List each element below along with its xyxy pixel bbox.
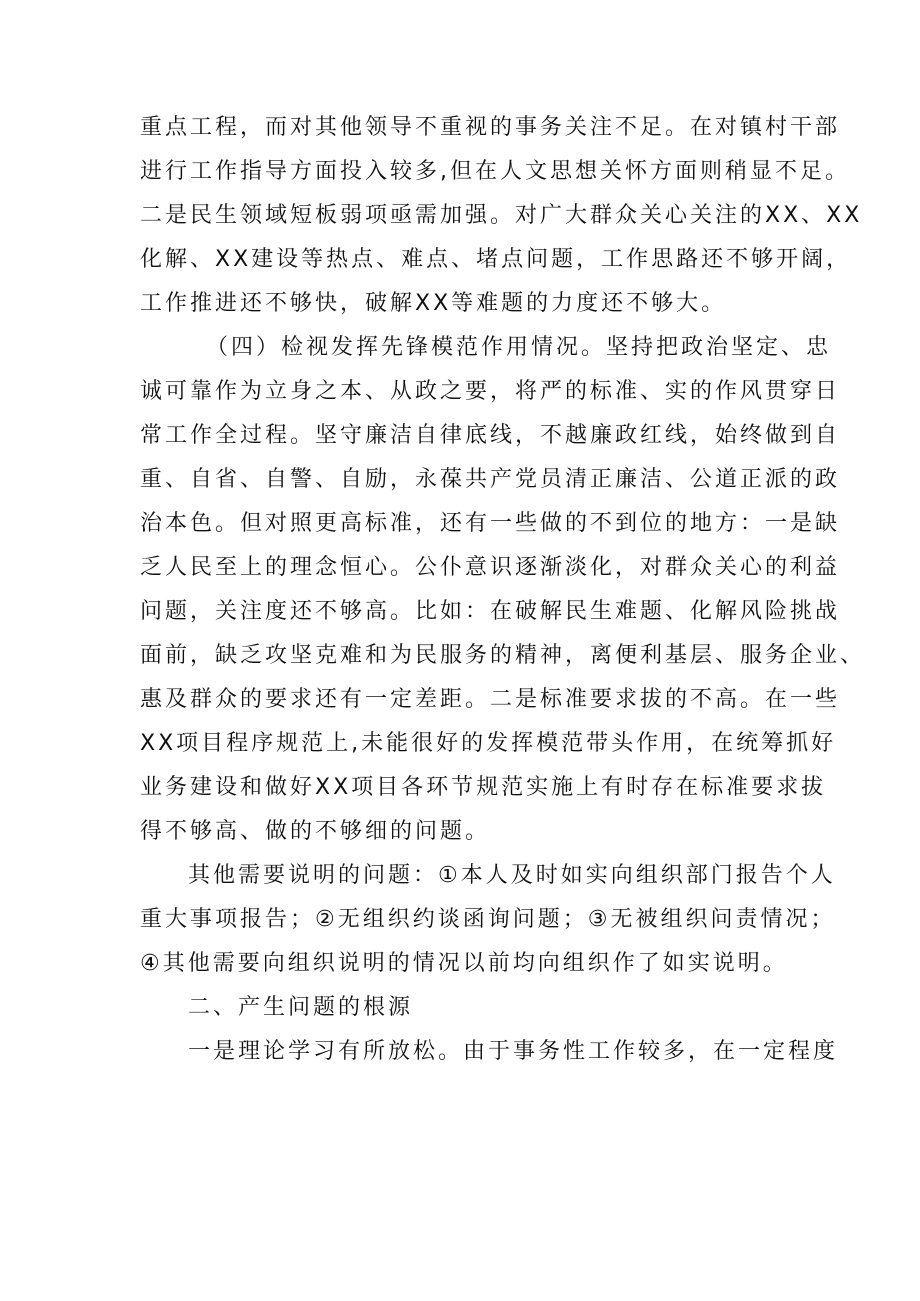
text-line: 得不够高、做的不够细的问题。 — [140, 819, 491, 844]
section-heading-two: 二、产生问题的根源 — [188, 995, 414, 1020]
text-line: 化解、XX建设等热点、难点、堵点问题，工作思路还不够开阔， — [140, 247, 852, 272]
text-line: 面前，缺乏攻坚克难和为民服务的精神，离便利基层、服务企业、 — [140, 643, 866, 668]
text-line: 惠及群众的要求还有一定差距。二是标准要求拔的不高。在一些 — [140, 687, 841, 712]
text-line: 问题，关注度还不够高。比如：在破解民生难题、化解风险挑战 — [140, 599, 841, 624]
root-cause-paragraph: 一是理论学习有所放松。由于事务性工作较多，在一定程度 — [188, 1039, 839, 1064]
text-line: 重、自省、自警、自励，永葆共产党员清正廉洁、公道正派的政 — [140, 467, 841, 492]
text-line: 工作推进还不够快，破解XX等难题的力度还不够大。 — [140, 291, 727, 316]
text-line: 常工作全过程。坚守廉洁自律底线，不越廉政红线，始终做到自 — [140, 423, 841, 448]
text-line: 二是民生领域短板弱项亟需加强。对广大群众关心关注的XX、XX — [140, 203, 863, 228]
text-line: 重大事项报告；②无组织约谈函询问题；③无被组织问责情况； — [140, 907, 836, 932]
other-notes-paragraph: 其他需要说明的问题：①本人及时如实向组织部门报告个人 — [188, 863, 836, 888]
text-line: 进行工作指导方面投入较多,但在人文思想关怀方面则稍显不足。 — [140, 159, 850, 184]
text-line: 重点工程，而对其他领导不重视的事务关注不足。在对镇村干部 — [140, 115, 841, 140]
text-line: 乏人民至上的理念恒心。公仆意识逐渐淡化，对群众关心的利益 — [140, 555, 841, 580]
document-body — [140, 106, 866, 1074]
text-line: 诚可靠作为立身之本、从政之要，将严的标准、实的作风贯穿日 — [140, 379, 841, 404]
text-line: 治本色。但对照更高标准，还有一些做的不到位的地方：一是缺 — [140, 511, 841, 536]
text-line: XX项目程序规范上,未能很好的发挥模范带头作用，在统筹抓好 — [140, 731, 837, 756]
text-line: ④其他需要向组织说明的情况以前均向组织作了如实说明。 — [140, 951, 788, 976]
text-line: 业务建设和做好XX项目各环节规范实施上有时存在标准要求拔 — [140, 775, 827, 800]
section-heading-four: （四）检视发挥先锋模范作用情况。坚持把政治坚定、忠 — [206, 335, 832, 360]
